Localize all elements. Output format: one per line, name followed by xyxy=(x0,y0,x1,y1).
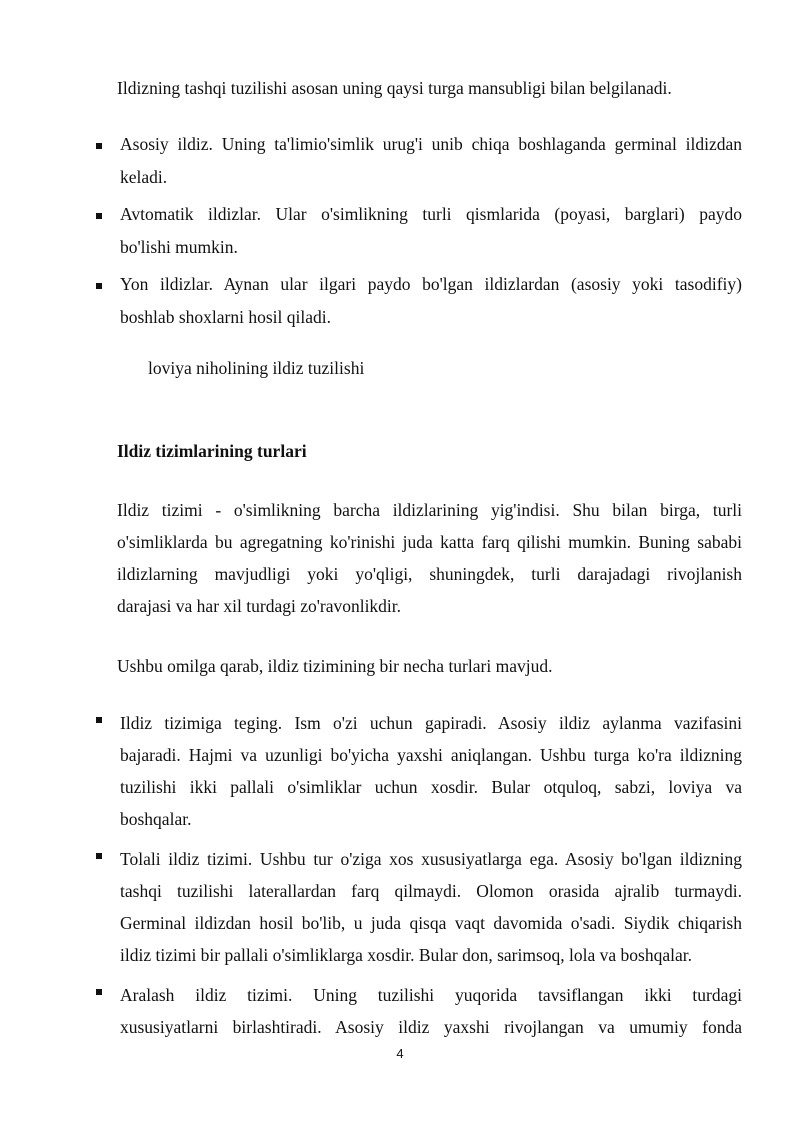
list-item-mixed-root-line: xususiyatlarni birlashtiradi. Asosiy ildiz yaxshi rivojlangan va umumiy fonda xyxy=(120,1017,742,1037)
list-item-tap-root-line: tuzilishi ikki pallali o'simliklar uchun xosdir. Bular otquloq, sabzi, loviya va xyxy=(120,777,742,797)
list-item-adventitious-roots-line2: bo'lishi mumkin. xyxy=(120,237,238,257)
bullet-marker xyxy=(96,143,102,149)
paragraph-line: o'simliklarda bu agregatning ko'rinishi juda katta farq qilishi mumkin. Buning sababi xyxy=(117,532,742,552)
list-item-fibrous-root-line: tashqi tuzilishi laterallardan farq qilmaydi. Olomon orasida ajralib turmaydi. xyxy=(120,881,742,901)
list-item-lateral-roots-line2: boshlab shoxlarni hosil qiladi. xyxy=(120,307,331,327)
paragraph: Ushbu omilga qarab, ildiz tizimining bir necha turlari mavjud. xyxy=(117,656,553,676)
intro-paragraph: Ildizning tashqi tuzilishi asosan uning qaysi turga mansubligi bilan belgilanadi. xyxy=(117,78,672,98)
bullet-marker xyxy=(96,989,102,995)
figure-caption: loviya niholining ildiz tuzilishi xyxy=(148,358,365,378)
page-number: 4 xyxy=(396,1046,404,1061)
bullet-marker xyxy=(96,283,102,289)
list-item-fibrous-root-line: Germinal ildizdan hosil bo'lib, u juda qisqa vaqt davomida o'sadi. Siydik chiqarish xyxy=(120,913,742,933)
list-item-tap-root-line: Ildiz tizimiga teging. Ism o'zi uchun gapiradi. Asosiy ildiz aylanma vazifasini xyxy=(120,713,742,733)
section-heading: Ildiz tizimlarining turlari xyxy=(117,441,307,461)
bullet-marker xyxy=(96,853,102,859)
list-item-tap-root-line: boshqalar. xyxy=(120,809,192,829)
bullet-marker xyxy=(96,717,102,723)
list-item-mixed-root-line: Aralash ildiz tizimi. Uning tuzilishi yuqorida tavsiflangan ikki turdagi xyxy=(120,985,742,1005)
paragraph-line: Ildiz tizimi - o'simlikning barcha ildizlarining yig'indisi. Shu bilan birga, turli xyxy=(117,500,742,520)
list-item-main-root-line2: keladi. xyxy=(120,167,168,187)
list-item-adventitious-roots-line1: Avtomatik ildizlar. Ular o'simlikning turli qismlarida (poyasi, barglari) paydo xyxy=(120,204,742,224)
list-item-main-root-line1: Asosiy ildiz. Uning ta'limio'simlik urug'i unib chiqa boshlaganda germinal ildizdan xyxy=(120,134,742,154)
paragraph-line: darajasi va har xil turdagi zo'ravonlikdir. xyxy=(117,596,402,616)
list-item-tap-root-line: bajaradi. Hajmi va uzunligi bo'yicha yaxshi aniqlangan. Ushbu turga ko'ra ildizning xyxy=(120,745,742,765)
paragraph-line: ildizlarning mavjudligi yoki yo'qligi, shuningdek, turli darajadagi rivojlanish xyxy=(117,564,742,584)
list-item-fibrous-root-line: ildiz tizimi bir pallali o'simliklarga xosdir. Bular don, sarimsoq, lola va boshqalar. xyxy=(120,945,692,965)
list-item-fibrous-root-line: Tolali ildiz tizimi. Ushbu tur o'ziga xos xususiyatlarga ega. Asosiy bo'lgan ildizning xyxy=(120,849,742,869)
list-item-lateral-roots-line1: Yon ildizlar. Aynan ular ilgari paydo bo'lgan ildizlardan (asosiy yoki tasodifiy) xyxy=(120,274,742,294)
bullet-marker xyxy=(96,213,102,219)
